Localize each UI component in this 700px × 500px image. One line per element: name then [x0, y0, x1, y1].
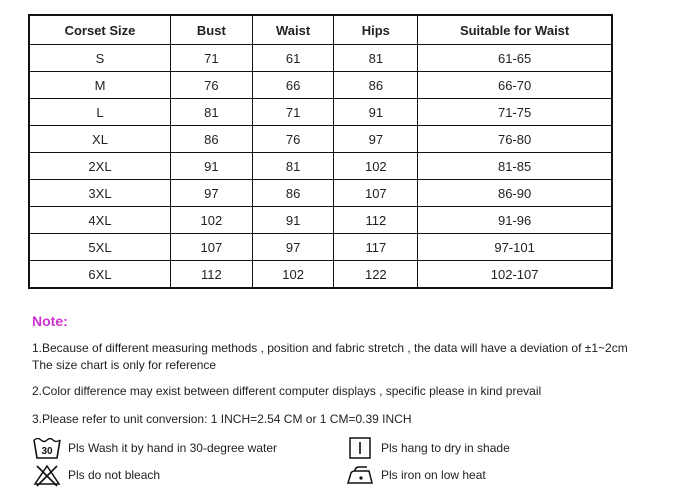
cell-waist: 66	[252, 72, 334, 99]
cell-hips: 107	[334, 180, 418, 207]
table-row	[29, 45, 612, 72]
note-line-1-continued: The size chart is only for reference	[32, 358, 217, 372]
cell-bust: 76	[170, 72, 252, 99]
cell-suitable-waist: 86-90	[418, 180, 612, 207]
cell-suitable-waist: 102-107	[418, 261, 612, 289]
cell-suitable-waist: 91-96	[418, 207, 612, 234]
note-title: Note:	[32, 313, 68, 329]
cell-waist: 97	[252, 234, 334, 261]
cell-suitable-waist: 71-75	[418, 99, 612, 126]
size-chart-table	[28, 14, 613, 289]
cell-size: 6XL	[29, 261, 170, 289]
cell-size: M	[29, 72, 170, 99]
header-waist: Waist	[252, 15, 334, 45]
note-line-3: 3.Please refer to unit conversion: 1 INCH=2.54 CM or 1 CM=0.39 INCH	[32, 412, 412, 426]
cell-bust: 97	[170, 180, 252, 207]
cell-waist: 102	[252, 261, 334, 289]
iron-low-heat-icon	[345, 463, 375, 487]
cell-hips: 102	[334, 153, 418, 180]
svg-text:30: 30	[41, 446, 53, 457]
no-bleach-icon	[32, 463, 62, 487]
cell-size: L	[29, 99, 170, 126]
care-iron-label: Pls iron on low heat	[381, 468, 486, 482]
hand-wash-30-icon	[32, 436, 62, 460]
cell-waist: 86	[252, 180, 334, 207]
table-row	[29, 99, 612, 126]
cell-size: 5XL	[29, 234, 170, 261]
cell-bust: 71	[170, 45, 252, 72]
table-row	[29, 207, 612, 234]
header-hips: Hips	[334, 15, 418, 45]
care-hang-label: Pls hang to dry in shade	[381, 441, 510, 455]
table-header-row	[29, 15, 612, 45]
cell-hips: 112	[334, 207, 418, 234]
table-row	[29, 153, 612, 180]
cell-size: 3XL	[29, 180, 170, 207]
care-iron	[345, 463, 486, 487]
table-row	[29, 72, 612, 99]
cell-hips: 117	[334, 234, 418, 261]
cell-suitable-waist: 97-101	[418, 234, 612, 261]
care-bleach-label: Pls do not bleach	[68, 468, 161, 482]
cell-size: XL	[29, 126, 170, 153]
header-bust: Bust	[170, 15, 252, 45]
cell-bust: 86	[170, 126, 252, 153]
cell-waist: 81	[252, 153, 334, 180]
cell-waist: 71	[252, 99, 334, 126]
cell-suitable-waist: 66-70	[418, 72, 612, 99]
cell-size: 2XL	[29, 153, 170, 180]
hang-dry-icon	[345, 436, 375, 460]
cell-bust: 102	[170, 207, 252, 234]
care-hang	[345, 436, 510, 460]
care-bleach	[32, 463, 160, 487]
note-line-1: 1.Because of different measuring methods , position and fabric stretch , the data will have a deviation of ±1~2cm	[32, 341, 628, 355]
cell-suitable-waist: 81-85	[418, 153, 612, 180]
cell-bust: 107	[170, 234, 252, 261]
care-wash-label: Pls Wash it by hand in 30-degree water	[68, 441, 277, 455]
cell-waist: 91	[252, 207, 334, 234]
cell-waist: 61	[252, 45, 334, 72]
cell-size: 4XL	[29, 207, 170, 234]
cell-hips: 97	[334, 126, 418, 153]
cell-hips: 81	[334, 45, 418, 72]
table-row	[29, 261, 612, 289]
cell-suitable-waist: 76-80	[418, 126, 612, 153]
header-corset-size: Corset Size	[29, 15, 170, 45]
cell-bust: 112	[170, 261, 252, 289]
cell-bust: 91	[170, 153, 252, 180]
cell-waist: 76	[252, 126, 334, 153]
cell-bust: 81	[170, 99, 252, 126]
cell-size: S	[29, 45, 170, 72]
cell-hips: 86	[334, 72, 418, 99]
cell-hips: 91	[334, 99, 418, 126]
note-line-2: 2.Color difference may exist between different computer displays , specific please in kind prevail	[32, 384, 542, 398]
table-row	[29, 180, 612, 207]
table-row	[29, 126, 612, 153]
table-row	[29, 234, 612, 261]
cell-hips: 122	[334, 261, 418, 289]
header-suitable-waist: Suitable for Waist	[418, 15, 612, 45]
cell-suitable-waist: 61-65	[418, 45, 612, 72]
care-wash	[32, 436, 277, 460]
